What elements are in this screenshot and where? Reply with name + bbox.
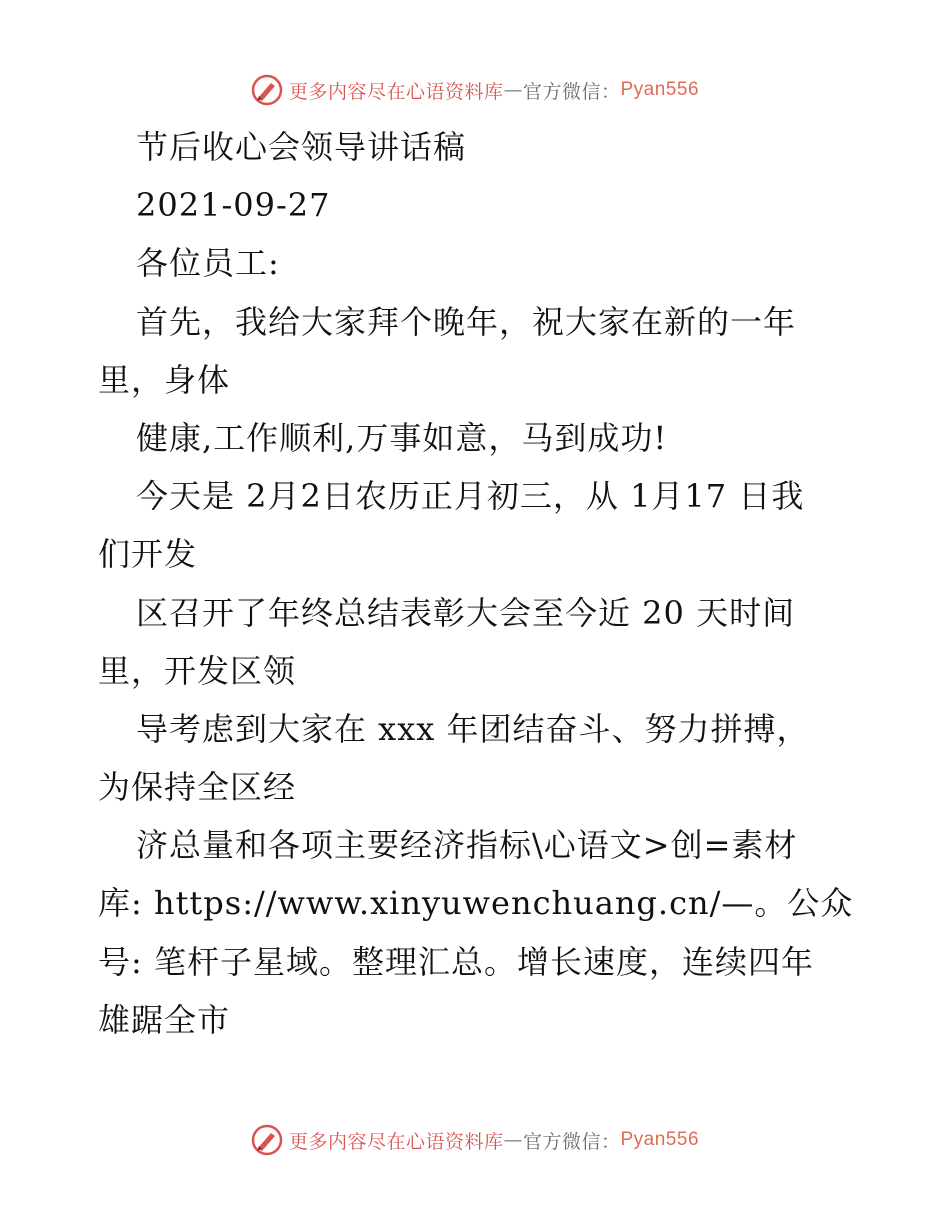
pen-logo-icon xyxy=(251,74,283,106)
text-line: 节后收心会领导讲话稿 xyxy=(136,128,467,166)
text-line: 里，开发区领 xyxy=(98,651,297,690)
banner-wechat-label: 官方微信： xyxy=(522,80,621,103)
document-body xyxy=(98,118,858,1049)
text-line: 健康,工作顺利,万事如意，马到成功! xyxy=(136,418,668,457)
text-line: 们开发 xyxy=(98,535,198,574)
text-line: 导考虑到大家在 xxx 年团结奋斗、努力拼搏， xyxy=(136,709,810,748)
text-line: 今天是 2月2日农历正月初三，从 1月17 日我 xyxy=(136,477,805,516)
banner-main-text: 更多内容尽在心语资料库 xyxy=(288,80,504,103)
banner-dash: — xyxy=(503,79,523,101)
banner-wechat-label: 官方微信： xyxy=(522,1130,621,1153)
text-line: 济总量和各项主要经济指标\心语文>创=素材 xyxy=(136,826,798,865)
text-line: 库: https://www.xinyuwenchuang.cn/—。公众 xyxy=(98,884,854,923)
text-line: 雄踞全市 xyxy=(98,1000,231,1039)
header-banner xyxy=(0,70,950,110)
banner-main-text: 更多内容尽在心语资料库 xyxy=(288,1130,504,1153)
text-line: 区召开了年终总结表彰大会至今近 20 天时间 xyxy=(136,593,796,632)
text-line: 首先，我给大家拜个晚年，祝大家在新的一年 xyxy=(136,302,797,341)
text-line: 为保持全区经 xyxy=(98,768,297,807)
text-line: 2021-09-27 xyxy=(136,186,331,225)
footer-banner xyxy=(0,1120,950,1160)
banner-wechat-id: Pyan556 xyxy=(620,1129,700,1150)
text-line: 号: 笔杆子星域。整理汇总。增长速度，连续四年 xyxy=(98,942,814,981)
pen-logo-icon xyxy=(251,1124,283,1156)
text-line: 里，身体 xyxy=(98,360,231,399)
banner-dash: — xyxy=(503,1129,523,1151)
banner-wechat-id: Pyan556 xyxy=(620,79,700,100)
text-line: 各位员工: xyxy=(136,244,280,283)
